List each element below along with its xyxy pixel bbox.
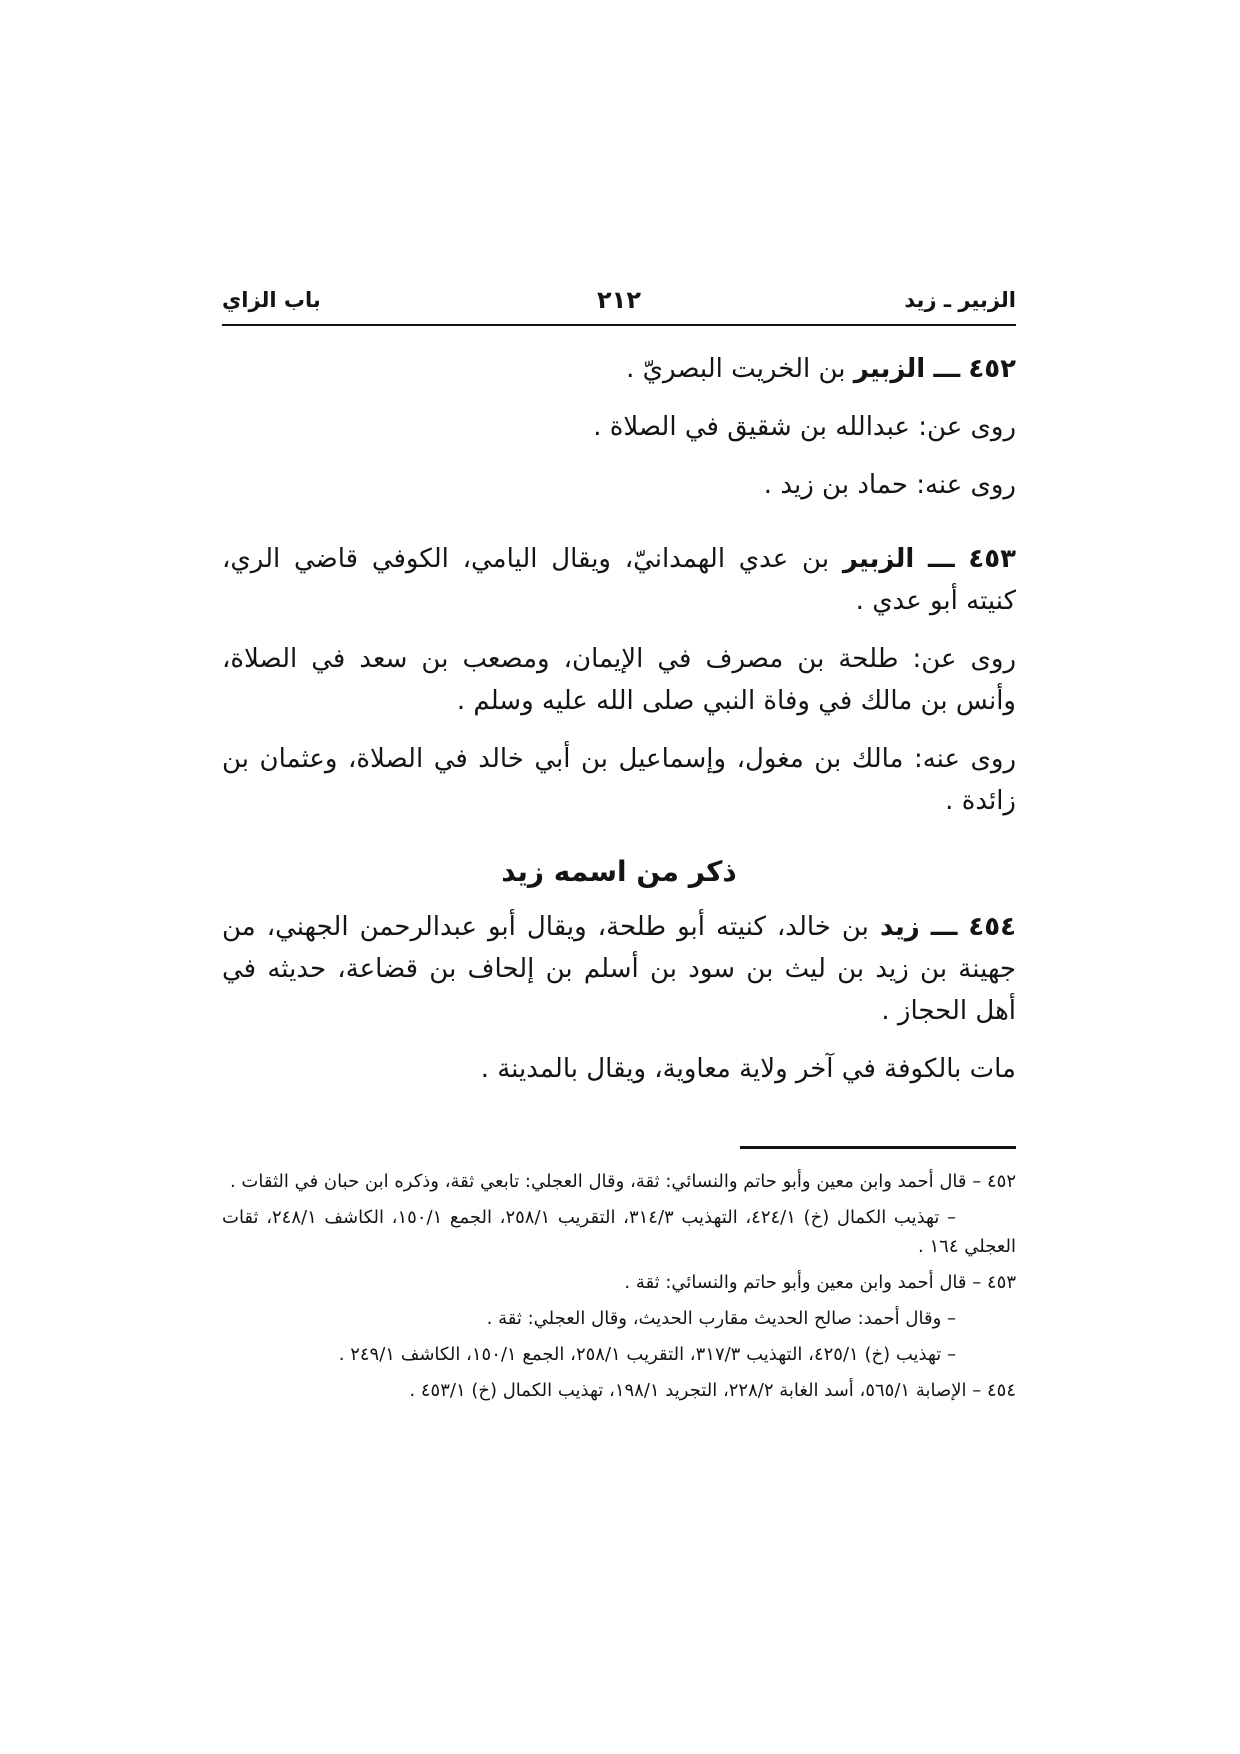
entry-heading xyxy=(222,348,1016,390)
entry-dash: ـــ xyxy=(933,354,961,384)
narrated-by xyxy=(222,464,1016,506)
footnote-453-references xyxy=(222,1340,1016,1369)
footnote-item-text: تهذيب الكمال (خ) ٤٢٤/١، التهذيب ٣١٤/٣، التقريب ٢٥٨/١، الجمع ١٥٠/١، الكاشف ٢٤٨/١، ثقات العجلي ١٦٤ . xyxy=(222,1207,1016,1257)
footnote-452 xyxy=(222,1167,1016,1196)
footnote-452-references xyxy=(222,1203,1016,1261)
footnote-454 xyxy=(222,1376,1016,1405)
footnote-text: الإصابة ٥٦٥/١، أسد الغابة ٢٢٨/٢، التجريد ١٩٨/١، تهذيب الكمال (خ) ٤٥٣/١ . xyxy=(409,1380,967,1401)
narrator-description: بن عدي الهمدانيّ، ويقال اليامي، الكوفي قاضي الري، كنيته أبو عدي . xyxy=(222,544,1016,616)
narrator-name: الزبير xyxy=(853,354,926,384)
narrated-by-label: روى عنه: xyxy=(916,470,1016,500)
running-title: الزبير ـ زيد xyxy=(904,288,1016,312)
narrated-by xyxy=(222,738,1016,822)
entry-453 xyxy=(222,538,1016,822)
entry-heading xyxy=(222,538,1016,622)
entry-454 xyxy=(222,906,1016,1090)
footnote-text: قال أحمد وابن معين وأبو حاتم والنسائي: ثقة، وقال العجلي: تابعي ثقة، وذكره ابن حبان في الثقات . xyxy=(229,1171,967,1192)
narrated-from-label: روى عن: xyxy=(918,412,1016,442)
narrated-from xyxy=(222,406,1016,448)
footnote-separator xyxy=(740,1146,1016,1149)
narrator-name: زيد xyxy=(879,912,920,942)
footnote-dash: – xyxy=(972,1272,982,1293)
narrator-name: الزبير xyxy=(842,544,915,574)
footnote-dash: – xyxy=(972,1380,982,1401)
entry-452 xyxy=(222,348,1016,506)
footnote-453 xyxy=(222,1268,1016,1297)
footnote-number: ٤٥٤ xyxy=(986,1380,1016,1401)
footnotes xyxy=(222,1146,1016,1405)
narrated-from xyxy=(222,638,1016,722)
entry-number: ٤٥٢ xyxy=(968,354,1016,384)
narrated-by-label: روى عنه: xyxy=(913,744,1017,774)
narrated-by-text: مالك بن مغول، وإسماعيل بن أبي خالد في الصلاة، وعثمان بن زائدة . xyxy=(222,744,1016,816)
entry-number: ٤٥٤ xyxy=(968,912,1017,942)
footnote-dash: – xyxy=(972,1171,982,1192)
narrated-by-text: حماد بن زيد . xyxy=(763,470,908,500)
entry-number: ٤٥٣ xyxy=(968,544,1017,574)
footnote-item-dash: – xyxy=(947,1308,956,1329)
footnote-item-dash: – xyxy=(947,1344,956,1365)
narrated-from-text: طلحة بن مصرف في الإيمان، ومصعب بن سعد في الصلاة، وأنس بن مالك في وفاة النبي صلى الله عليه وسلم . xyxy=(222,644,1016,716)
entry-dash: ـــ xyxy=(928,544,955,574)
footnote-item-text: وقال أحمد: صالح الحديث مقارب الحديث، وقال العجلي: ثقة . xyxy=(486,1308,942,1329)
section-heading: ذكر من اسمه زيد xyxy=(501,855,737,888)
footnote-453-note xyxy=(222,1304,1016,1333)
narrator-description: بن الخريت البصريّ . xyxy=(626,354,846,384)
narrated-from-label: روى عن: xyxy=(912,644,1016,674)
footnote-item-text: تهذيب (خ) ٤٢٥/١، التهذيب ٣١٧/٣، التقريب ٢٥٨/١، الجمع ١٥٠/١، الكاشف ٢٤٩/١ . xyxy=(338,1344,942,1365)
running-header xyxy=(222,280,1016,326)
entry-dash: ـــ xyxy=(930,912,958,942)
footnote-number: ٤٥٢ xyxy=(986,1171,1016,1192)
page-number: ٢١٢ xyxy=(597,286,641,314)
death-note: مات بالكوفة في آخر ولاية معاوية، ويقال بالمدينة . xyxy=(480,1054,1016,1084)
narrator-description: بن خالد، كنيته أبو طلحة، ويقال أبو عبدالرحمن الجهني، من جهينة بن زيد بن ليث بن سود بن أسلم بن إلحاف بن قضاعة، حديثه في أهل الحجاز . xyxy=(222,912,1016,1026)
entry-heading xyxy=(222,906,1016,1032)
text-block xyxy=(222,280,1016,1405)
footnote-number: ٤٥٣ xyxy=(986,1272,1016,1293)
chapter-title: باب الزاي xyxy=(222,288,321,312)
footnote-item-dash: – xyxy=(947,1207,956,1228)
narrated-from-text: عبدالله بن شقيق في الصلاة . xyxy=(593,412,910,442)
footnote-text: قال أحمد وابن معين وأبو حاتم والنسائي: ثقة . xyxy=(624,1272,967,1293)
